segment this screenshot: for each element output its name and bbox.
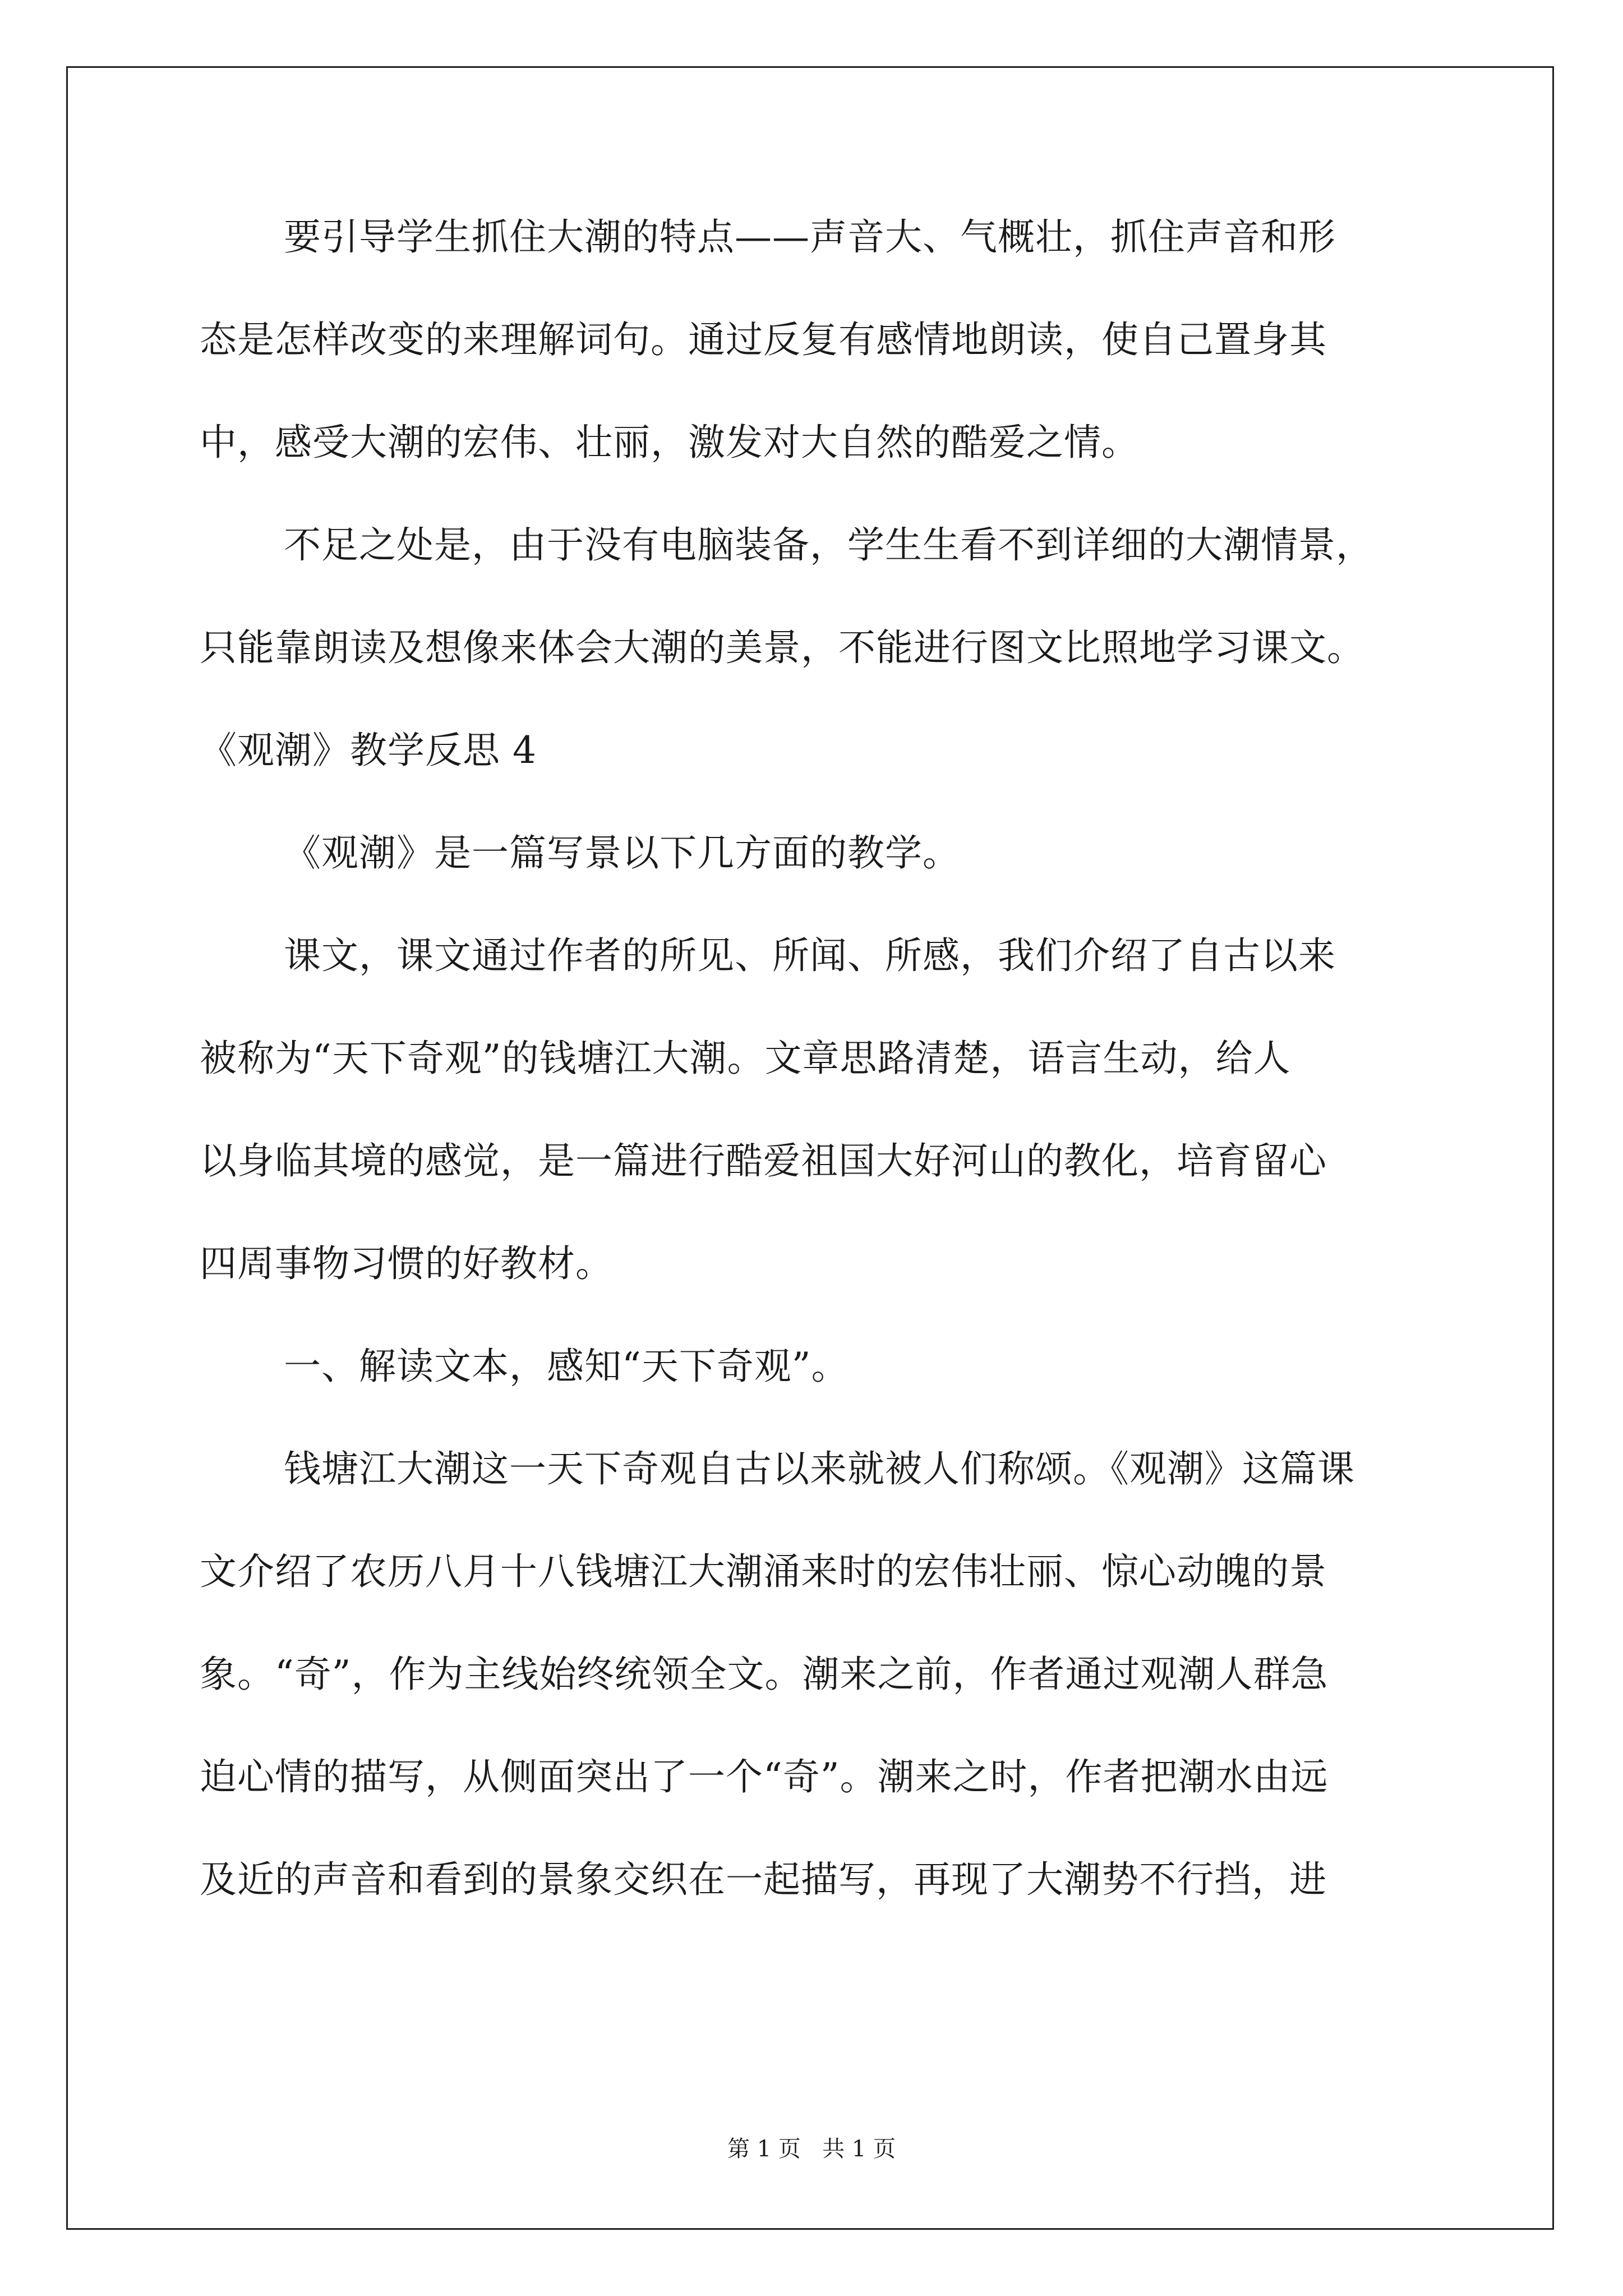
- section-heading: 《观潮》教学反思 4: [200, 729, 537, 772]
- text-line: 及近的声音和看到的景象交织在一起描写，再现了大潮势不行挡，进: [200, 1858, 1327, 1901]
- page-footer: 第 1 页 共 1 页: [727, 2136, 896, 2162]
- text-line: 只能靠朗读及想像来体会大潮的美景，不能进行图文比照地学习课文。: [200, 626, 1364, 669]
- text-line: 钱塘江大潮这一天下奇观自古以来就被人们称颂。《观潮》这篇课: [284, 1447, 1355, 1490]
- text-line: 一、解读文本，感知“天下奇观”。: [284, 1345, 849, 1388]
- text-line: 以身临其境的感觉，是一篇进行酷爱祖国大好河山的教化，培育留心: [200, 1139, 1327, 1182]
- text-line: 被称为“天下奇观”的钱塘江大潮。文章思路清楚，语言生动，给人: [200, 1037, 1291, 1080]
- text-line: 要引导学生抓住大潮的特点——声音大、气概壮，抓住声音和形: [284, 215, 1336, 259]
- text-line: 不足之处是，由于没有电脑装备，学生生看不到详细的大潮情景，: [284, 523, 1373, 567]
- text-line: 中，感受大潮的宏伟、壮丽，激发对大自然的酷爱之情。: [200, 421, 1139, 464]
- text-line: 态是怎样改变的来理解词句。通过反复有感情地朗读，使自己置身其: [200, 318, 1327, 361]
- text-line: 象。“奇”，作为主线始终统领全文。潮来之前，作者通过观潮人群急: [200, 1653, 1329, 1696]
- text-line: 四周事物习惯的好教材。: [200, 1242, 613, 1285]
- text-line: 迫心情的描写，从侧面突出了一个“奇”。潮来之时，作者把潮水由远: [200, 1755, 1329, 1798]
- text-line: 课文，课文通过作者的所见、所闻、所感，我们介绍了自古以来: [284, 934, 1336, 977]
- text-line: 《观潮》是一篇写景以下几方面的教学。: [284, 831, 960, 875]
- text-line: 文介绍了农历八月十八钱塘江大潮涌来时的宏伟壮丽、惊心动魄的景: [200, 1550, 1327, 1593]
